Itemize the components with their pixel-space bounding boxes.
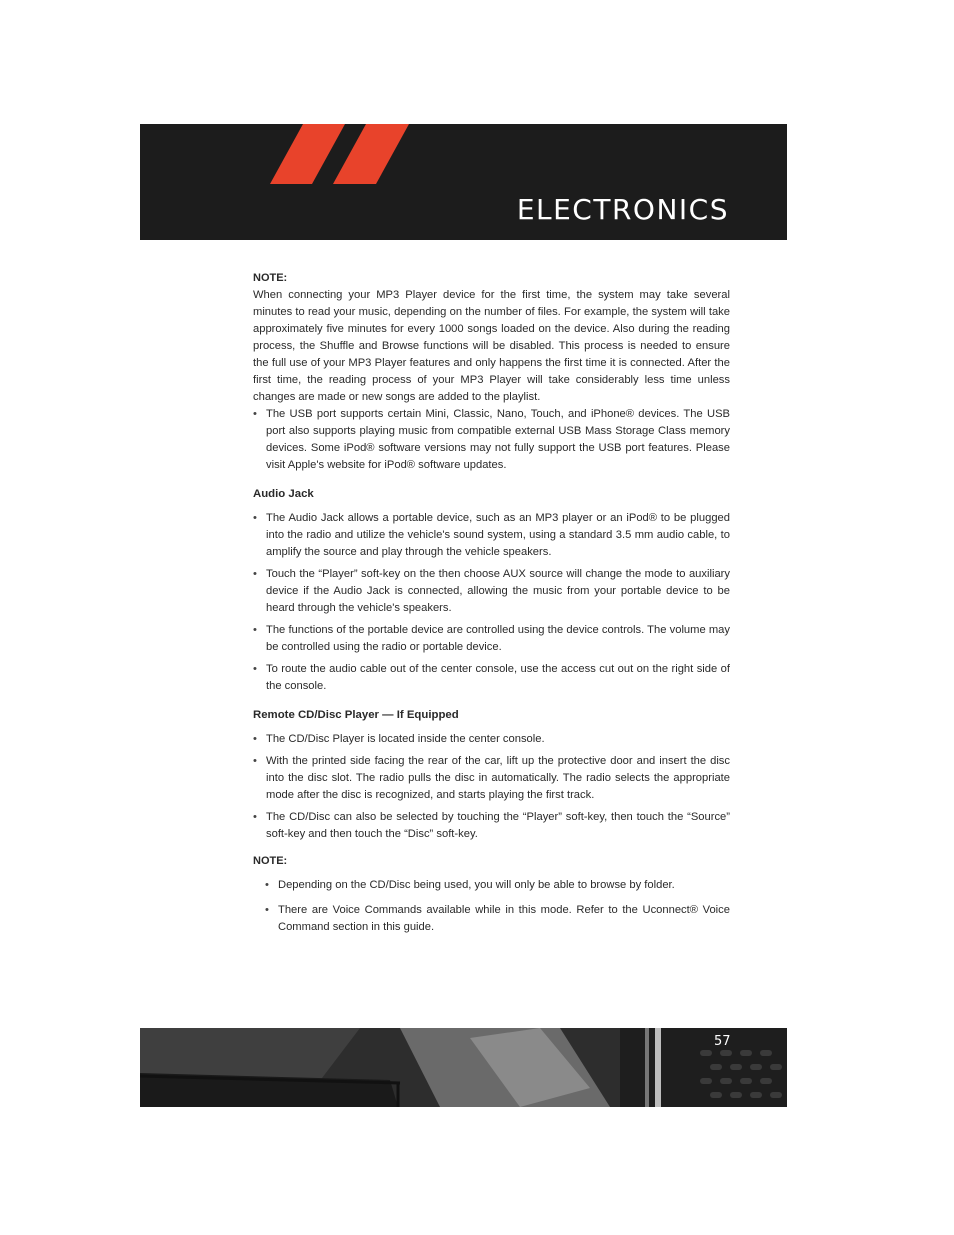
racing-stripe-right xyxy=(333,124,409,184)
note-label: NOTE: xyxy=(253,855,288,867)
list-item: • Touch the “Player” soft-key on the then choose AUX source will change the mode to auxiliary device if the Audio Jack is connected, allowing the music from your portable device to be heard through the vehicle's speakers. xyxy=(253,566,730,617)
remote-cd-bullet-list xyxy=(253,731,730,843)
list-item: • The CD/Disc can also be selected by touching the “Player” soft-key, then touch the “Source” soft-key and then touch the “Disc” soft-key. xyxy=(253,809,730,843)
list-item: • There are Voice Commands available while in this mode. Refer to the Uconnect® Voice Command section in this guide. xyxy=(265,902,730,936)
list-item: • The USB port supports certain Mini, Classic, Nano, Touch, and iPhone® devices. The USB port also supports playing music from compatible external USB Mass Storage Class memory devices. Some iPod® software versions may not fully support the USB port features. Please visit Apple's website for iPod® software updates. xyxy=(253,406,730,474)
footer-vehicle-photo xyxy=(140,1028,787,1107)
note-text: When connecting your MP3 Player device for the first time, the system may take several minutes to read your music, depending on the number of files. For example, the system will take approximately five minutes for every 1000 songs loaded on the device. Also during the reading process, the Shuffle and Browse functions will be disabled. This process is needed to ensure the full use of your MP3 Player features and only happens the first time it is connected. After the first time, the reading process of your MP3 Player will take considerably less time unless changes are made or new songs are added to the playlist. xyxy=(253,289,730,403)
page-content xyxy=(253,266,730,944)
section-header-banner xyxy=(140,124,787,240)
usb-bullet-list xyxy=(253,406,730,474)
list-item: • To route the audio cable out of the center console, use the access cut out on the right side of the console. xyxy=(253,661,730,695)
section-title: ELECTRONICS xyxy=(516,193,729,226)
racing-stripes-logo xyxy=(140,124,440,194)
page-number: 57 xyxy=(714,1034,731,1049)
list-item: • Depending on the CD/Disc being used, you will only be able to browse by folder. xyxy=(265,877,730,894)
list-item: • With the printed side facing the rear of the car, lift up the protective door and insert the disc into the disc slot. The radio pulls the disc in automatically. The radio selects the appropriate mode after the disc is recognized, and starts playing the first track. xyxy=(253,753,730,804)
section-heading-audio-jack: Audio Jack xyxy=(253,488,314,500)
racing-stripe-left xyxy=(270,124,345,184)
note-label: NOTE: xyxy=(253,272,288,284)
audio-jack-bullet-list xyxy=(253,510,730,695)
list-item: • The Audio Jack allows a portable device, such as an MP3 player or an iPod® to be plugged into the radio and utilize the vehicle's sound system, using a standard 3.5 mm audio cable, to amplify the source and play through the vehicle speakers. xyxy=(253,510,730,561)
note-bullet-list xyxy=(253,877,730,936)
list-item: • The CD/Disc Player is located inside the center console. xyxy=(253,731,730,748)
list-item: • The functions of the portable device are controlled using the device controls. The volume may be controlled using the radio or portable device. xyxy=(253,622,730,656)
footer-banner xyxy=(140,1028,787,1107)
section-heading-remote-cd: Remote CD/Disc Player — If Equipped xyxy=(253,709,459,721)
